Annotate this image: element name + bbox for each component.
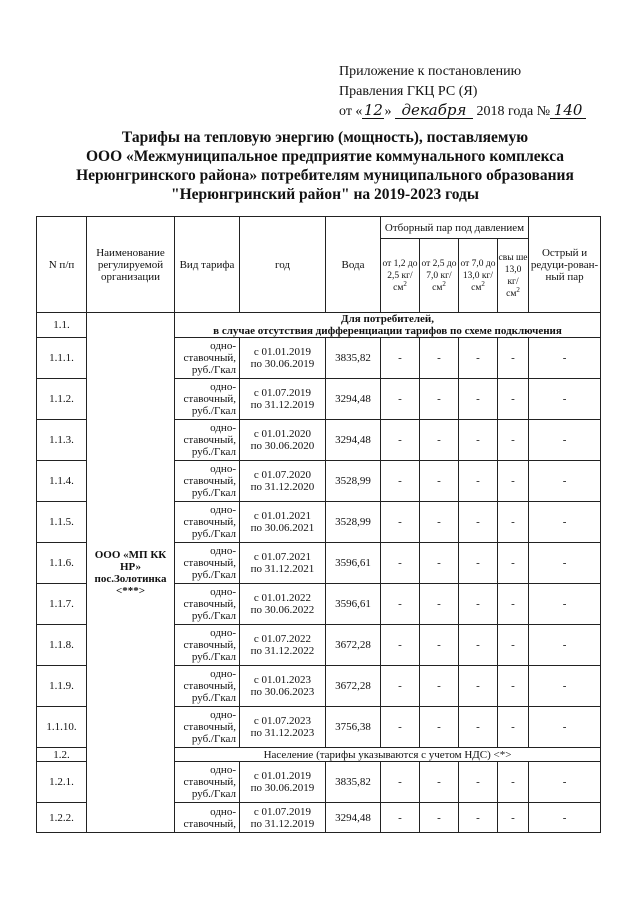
water-value: 3528,99 — [326, 502, 381, 543]
empty-dash: - — [459, 762, 498, 803]
row-num: 1.1.10. — [37, 707, 87, 748]
appendix-year: 2018 года № — [476, 104, 551, 119]
period-cell — [240, 803, 326, 833]
header-num: N п/п — [37, 217, 87, 313]
period-cell — [240, 762, 326, 803]
appendix-number: 140 — [550, 103, 586, 119]
water-value: 3528,99 — [326, 461, 381, 502]
water-value: 3294,48 — [326, 803, 381, 833]
empty-dash: - — [420, 803, 459, 833]
row-num: 1.1.7. — [37, 584, 87, 625]
period-cell — [240, 584, 326, 625]
title-line-2: ООО «Межмуниципальное предприятие коммунального комплекса — [85, 148, 565, 165]
empty-dash: - — [459, 543, 498, 584]
empty-dash: - — [498, 803, 529, 833]
period-end: по 31.12.2019 — [250, 817, 315, 830]
period-cell — [240, 543, 326, 584]
tariff-type: одно- ставочный, руб./Гкал — [175, 762, 240, 803]
empty-dash: - — [459, 502, 498, 543]
empty-dash: - — [459, 625, 498, 666]
tariff-type: одно- ставочный, руб./Гкал — [175, 666, 240, 707]
header-unit-sup: 2 — [481, 279, 485, 288]
row-num: 1.2.1. — [37, 762, 87, 803]
period-cell — [240, 461, 326, 502]
empty-dash: - — [498, 420, 529, 461]
section-title — [175, 313, 601, 338]
header-unit-sup: 2 — [516, 285, 520, 294]
appendix-month: декабря — [395, 103, 473, 119]
empty-dash: - — [498, 379, 529, 420]
period-end: по 30.06.2021 — [250, 522, 315, 534]
tariff-type: одно- ставочный, руб./Гкал — [175, 584, 240, 625]
period-end: по 30.06.2023 — [250, 686, 315, 698]
period-end: по 30.06.2022 — [250, 604, 315, 616]
empty-dash: - — [381, 625, 420, 666]
empty-dash: - — [459, 338, 498, 379]
empty-dash: - — [459, 666, 498, 707]
period-end: по 31.12.2023 — [250, 727, 315, 739]
empty-dash: - — [498, 584, 529, 625]
period-start: с 01.01.2023 — [253, 674, 312, 686]
header-steam: Отборный пар под давлением — [381, 217, 529, 239]
empty-dash: - — [381, 461, 420, 502]
empty-dash: - — [529, 625, 601, 666]
empty-dash: - — [420, 543, 459, 584]
period-start: с 01.07.2021 — [253, 551, 312, 563]
row-num: 1.1.8. — [37, 625, 87, 666]
row-num: 1.1.2. — [37, 379, 87, 420]
tariff-type: одно- ставочный, руб./Гкал — [175, 338, 240, 379]
empty-dash: - — [459, 707, 498, 748]
period-cell — [240, 707, 326, 748]
appendix-close-quote: » — [384, 104, 392, 119]
document-title — [60, 128, 590, 204]
header-unit-sup: 2 — [403, 279, 407, 288]
water-value: 3596,61 — [326, 543, 381, 584]
row-num: 1.1.9. — [37, 666, 87, 707]
empty-dash: - — [529, 666, 601, 707]
period-start: с 01.01.2019 — [253, 770, 312, 782]
period-start: с 01.07.2020 — [253, 469, 312, 481]
empty-dash: - — [498, 338, 529, 379]
period-start: с 01.01.2019 — [253, 346, 312, 358]
row-num: 1.2.2. — [37, 803, 87, 833]
empty-dash: - — [420, 502, 459, 543]
tariff-type: одно- ставочный, руб./Гкал — [175, 707, 240, 748]
tariff-type: одно- ставочный, руб./Гкал — [175, 420, 240, 461]
empty-dash: - — [420, 666, 459, 707]
section-title: Население (тарифы указываются с учетом НДС) <*> — [175, 748, 601, 762]
empty-dash: - — [529, 762, 601, 803]
period-cell — [240, 420, 326, 461]
header-steam-sub-1 — [381, 239, 420, 313]
empty-dash: - — [529, 338, 601, 379]
period-start: с 01.01.2020 — [253, 428, 312, 440]
empty-dash: - — [498, 707, 529, 748]
tariff-type: одно- ставочный, — [175, 803, 240, 833]
period-start: с 01.07.2023 — [253, 715, 312, 727]
empty-dash: - — [498, 502, 529, 543]
empty-dash: - — [529, 803, 601, 833]
tariff-type: одно- ставочный, руб./Гкал — [175, 625, 240, 666]
period-end: по 30.06.2019 — [250, 358, 315, 370]
period-end: по 31.12.2020 — [250, 481, 315, 493]
water-value: 3756,38 — [326, 707, 381, 748]
header-unit-sup: 2 — [442, 279, 446, 288]
header-unit: см — [506, 288, 517, 299]
tariff-table — [36, 216, 601, 833]
empty-dash: - — [420, 584, 459, 625]
section-row — [37, 313, 601, 338]
empty-dash: - — [459, 461, 498, 502]
tariff-type: одно- ставочный, руб./Гкал — [175, 461, 240, 502]
appendix-block — [339, 62, 586, 122]
row-num: 1.1.5. — [37, 502, 87, 543]
title-line-4: "Нерюнгринский район" на 2019-2023 годы — [171, 186, 479, 203]
empty-dash: - — [381, 379, 420, 420]
header-steam-sub-label: свы ше 13,0 кг/ — [498, 252, 528, 287]
empty-dash: - — [381, 502, 420, 543]
period-cell — [240, 338, 326, 379]
water-value: 3294,48 — [326, 420, 381, 461]
row-num: 1.1.4. — [37, 461, 87, 502]
title-line-3: Нерюнгринского района» потребителям муниципального образования — [76, 167, 574, 184]
water-value: 3835,82 — [326, 762, 381, 803]
empty-dash: - — [381, 666, 420, 707]
title-line-1: Тарифы на тепловую энергию (мощность), поставляемую — [121, 129, 529, 146]
header-steam-sub-2 — [420, 239, 459, 313]
row-num: 1.1.6. — [37, 543, 87, 584]
empty-dash: - — [529, 707, 601, 748]
empty-dash: - — [529, 543, 601, 584]
empty-dash: - — [420, 762, 459, 803]
empty-dash: - — [529, 502, 601, 543]
empty-dash: - — [420, 707, 459, 748]
appendix-day: 12 — [363, 101, 383, 119]
section-title-line-2: в случае отсутствия дифференциации тарифов по схеме подключения — [213, 325, 562, 337]
period-cell — [240, 502, 326, 543]
header-steam-sub-label: от 1,2 до 2,5 кг/ — [382, 258, 418, 281]
empty-dash: - — [498, 762, 529, 803]
header-sharp-steam: Острый и редуци-рован-ный пар — [529, 217, 601, 313]
empty-dash: - — [498, 666, 529, 707]
period-cell — [240, 379, 326, 420]
water-value: 3672,28 — [326, 666, 381, 707]
empty-dash: - — [381, 707, 420, 748]
empty-dash: - — [381, 338, 420, 379]
empty-dash: - — [459, 379, 498, 420]
tariff-type: одно- ставочный, руб./Гкал — [175, 502, 240, 543]
header-steam-sub-4 — [498, 239, 529, 313]
appendix-line-1: Приложение к постановлению — [339, 64, 522, 79]
appendix-line-2: Правления ГКЦ РС (Я) — [339, 84, 478, 99]
period-cell — [240, 666, 326, 707]
appendix-from-label: от « — [339, 104, 363, 119]
empty-dash: - — [529, 584, 601, 625]
empty-dash: - — [498, 461, 529, 502]
empty-dash: - — [420, 338, 459, 379]
empty-dash: - — [529, 379, 601, 420]
period-end: по 30.06.2020 — [250, 440, 315, 452]
empty-dash: - — [420, 461, 459, 502]
header-unit: см — [471, 282, 482, 293]
water-value: 3672,28 — [326, 625, 381, 666]
period-cell — [240, 625, 326, 666]
period-start: с 01.07.2019 — [253, 805, 312, 818]
empty-dash: - — [498, 543, 529, 584]
period-end: по 31.12.2019 — [250, 399, 315, 411]
org-name: ООО «МП КК НР» пос.Золотинка <***> — [87, 313, 175, 833]
header-vid: Вид тарифа — [175, 217, 240, 313]
period-end: по 31.12.2022 — [250, 645, 315, 657]
empty-dash: - — [459, 803, 498, 833]
empty-dash: - — [381, 420, 420, 461]
water-value: 3294,48 — [326, 379, 381, 420]
period-end: по 30.06.2019 — [250, 782, 315, 794]
header-water: Вода — [326, 217, 381, 313]
period-start: с 01.01.2021 — [253, 510, 312, 522]
empty-dash: - — [498, 625, 529, 666]
empty-dash: - — [420, 420, 459, 461]
empty-dash: - — [420, 625, 459, 666]
row-num: 1.1.1. — [37, 338, 87, 379]
empty-dash: - — [381, 543, 420, 584]
header-steam-sub-label: от 7,0 до 13,0 кг/ — [460, 258, 496, 281]
appendix-line-3 — [339, 102, 586, 122]
empty-dash: - — [459, 420, 498, 461]
empty-dash: - — [381, 584, 420, 625]
header-unit: см — [432, 282, 443, 293]
water-value: 3835,82 — [326, 338, 381, 379]
period-end: по 31.12.2021 — [250, 563, 315, 575]
empty-dash: - — [381, 762, 420, 803]
empty-dash: - — [529, 461, 601, 502]
period-start: с 01.01.2022 — [253, 592, 312, 604]
empty-dash: - — [381, 803, 420, 833]
row-num: 1.1.3. — [37, 420, 87, 461]
water-value: 3596,61 — [326, 584, 381, 625]
empty-dash: - — [420, 379, 459, 420]
header-steam-sub-label: от 2,5 до 7,0 кг/ — [421, 258, 457, 281]
section-num: 1.1. — [37, 313, 87, 338]
header-steam-sub-3 — [459, 239, 498, 313]
section-title-line-1: Для потребителей, — [341, 313, 434, 325]
section-num: 1.2. — [37, 748, 87, 762]
header-org: Наименование регулируемой организации — [87, 217, 175, 313]
tariff-type: одно- ставочный, руб./Гкал — [175, 543, 240, 584]
header-unit: см — [393, 282, 404, 293]
header-year: год — [240, 217, 326, 313]
period-start: с 01.07.2022 — [253, 633, 312, 645]
empty-dash: - — [459, 584, 498, 625]
tariff-type: одно- ставочный, руб./Гкал — [175, 379, 240, 420]
empty-dash: - — [529, 420, 601, 461]
period-start: с 01.07.2019 — [253, 387, 312, 399]
